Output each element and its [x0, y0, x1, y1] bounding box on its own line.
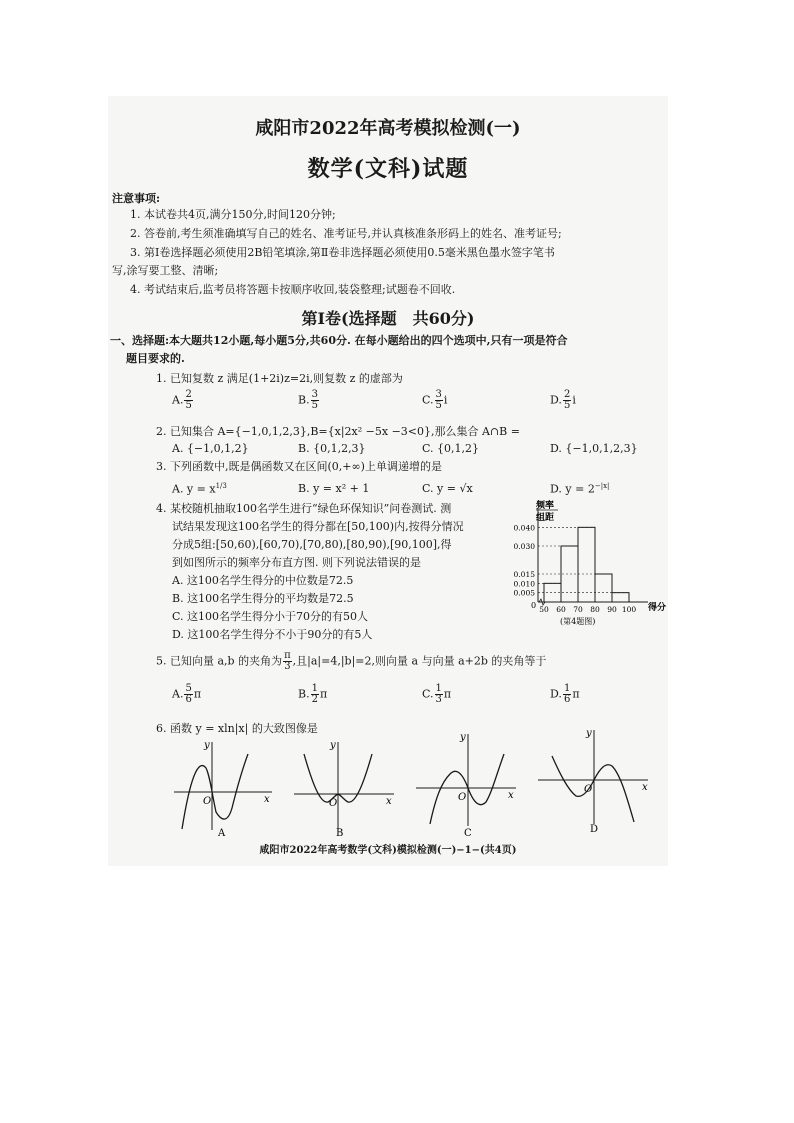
- q3-option-d: D. $y = 2^{-|x|}$: [550, 482, 610, 496]
- q4-option-b: B. 这100名学生得分的平均数是72.5: [172, 592, 354, 605]
- q5-option-d: D. $\frac{1}{6}$ π: [550, 683, 580, 705]
- q4-line-2: 试结果发现这100名学生的得分都在[50,100)内,按得分情况: [172, 520, 464, 533]
- q5-option-c: C. $\frac{1}{3}$ π: [422, 683, 452, 705]
- q6-graph-c: [412, 726, 522, 840]
- histogram-xtick-2: 70: [573, 605, 583, 614]
- q2-option-d: D. {−1,0,1,2,3}: [550, 442, 638, 455]
- q2-option-b: B. {0,1,2,3}: [298, 442, 366, 455]
- q2-option-a: A. {−1,0,1,2}: [172, 442, 249, 455]
- q6-graph-a: [168, 734, 278, 840]
- q1-option-a: A. $\frac{2}{5}$: [172, 389, 192, 411]
- q2-stem: 2. 已知集合 A={−1,0,1,2,3},B={x|2x² −5x −3<0},那么集合 A∩B =: [156, 425, 520, 438]
- histogram-xtick-5: 100: [621, 605, 637, 614]
- histogram-ylabel-top: 频率: [536, 501, 555, 511]
- q4-option-c: C. 这100名学生得分小于70分的有50人: [172, 610, 369, 623]
- q4-option-a: A. 这100名学生得分的中位数是72.5: [172, 574, 354, 587]
- histogram-bar-2: [578, 527, 595, 602]
- q5-stem: 5. 已知向量 a,b 的夹角为 $\frac{\pi}{3}$ ,且|a|=4,|b|=2,则向量 a 与向量 a+2b 的夹角等于: [156, 650, 547, 672]
- q3-stem: 3. 下列函数中,既是偶函数又在区间(0,+∞)上单调递增的是: [156, 460, 442, 473]
- graph-b-origin: O: [329, 798, 338, 809]
- histogram-xtick-3: 80: [590, 605, 600, 614]
- q1-stem: 1. 已知复数 z 满足(1+2i)z=2i,则复数 z 的虚部为: [156, 372, 403, 385]
- graph-b-label: B: [336, 828, 344, 839]
- histogram-xtick-0: 50: [539, 605, 549, 614]
- q4-line-4: 到如图所示的频率分布直方图. 则下列说法错误的是: [172, 556, 421, 569]
- q3-option-c: C. y = √x: [422, 482, 473, 495]
- notice-item-1: 1. 本试卷共4页,满分150分,时间120分钟;: [130, 208, 336, 221]
- histogram-ylabel-bottom: 组距: [536, 513, 555, 523]
- q4-line-1: 4. 某校随机抽取100名学生进行“绿色环保知识”问卷测试. 测: [156, 502, 452, 515]
- notice-item-2: 2. 答卷前,考生须准确填写自己的姓名、准考证号,并认真核准条形码上的姓名、准考证号;: [130, 227, 562, 240]
- q4-option-d: D. 这100名学生得分不小于90分的有5人: [172, 628, 373, 641]
- notice-heading: 注意事项:: [112, 192, 161, 205]
- q1-option-b: B. $\frac{3}{5}$: [298, 389, 318, 411]
- subject-title: 数学(文科)试题: [307, 156, 469, 182]
- q1-option-d: D. $\frac{2}{5}$ i: [550, 389, 576, 411]
- graph-d-x-label: x: [642, 782, 648, 793]
- histogram-ytick-0: 0.040: [513, 523, 535, 533]
- graph-c-origin: O: [458, 792, 467, 803]
- histogram-ytick-3: 0.010: [513, 579, 535, 589]
- notice-item-3-cont: 写,涂写要工整、清晰;: [112, 264, 219, 277]
- q2-option-c: C. {0,1,2}: [422, 442, 480, 455]
- q6-graph-d: [534, 724, 654, 836]
- graph-d-y-label: y: [586, 728, 592, 739]
- graph-c-y-label: y: [460, 732, 466, 743]
- exam-title: 咸阳市2022年高考模拟检测(一): [255, 118, 521, 139]
- notice-item-4: 4. 考试结束后,监考员将答题卡按顺序收回,装袋整理;试题卷不回收.: [130, 283, 456, 296]
- section1-line2: 题目要求的.: [126, 352, 185, 365]
- histogram-ytick-2: 0.015: [513, 570, 535, 579]
- histogram-xlabel: 得分: [648, 603, 667, 613]
- histogram-xtick-1: 60: [556, 605, 566, 614]
- graph-a-origin: O: [203, 796, 212, 807]
- q3-option-a: A. $y = x^{1/3}$: [172, 482, 227, 496]
- graph-c-x-label: x: [508, 790, 514, 801]
- histogram-xtick-4: 90: [607, 605, 617, 614]
- part1-title: 第Ⅰ卷(选择题 共60分): [301, 309, 475, 328]
- graph-c-label: C: [464, 828, 472, 839]
- histogram-origin-label: 0: [531, 601, 537, 610]
- q6-stem: 6. 函数 y = xln|x| 的大致图像是: [156, 722, 318, 735]
- q3-option-b: B. y = x² + 1: [298, 482, 370, 495]
- histogram-caption: (第4题图): [560, 617, 596, 626]
- histogram-bar-3: [595, 574, 612, 602]
- section1-line1: 一、选择题:本大题共12小题,每小题5分,共60分. 在每小题给出的四个选项中,只有一项是符合: [110, 334, 568, 347]
- histogram-ytick-4: 0.005: [513, 588, 535, 598]
- graph-a-x-label: x: [264, 794, 270, 805]
- graph-a-y-label: y: [204, 740, 210, 751]
- graph-b-y-label: y: [330, 740, 336, 751]
- graph-b-x-label: x: [386, 796, 392, 807]
- q6-graph-b: [290, 734, 400, 840]
- graph-d-label: D: [590, 824, 599, 835]
- q1-option-c: C. $\frac{3}{5}$ i: [422, 389, 448, 411]
- graph-a-label: A: [218, 828, 226, 839]
- exam-page: [108, 96, 668, 866]
- q5-option-b: B. $\frac{1}{2}$ π: [298, 683, 328, 705]
- q5-option-a: A. $\frac{5}{6}$ π: [172, 683, 202, 705]
- graph-d-origin: O: [584, 784, 593, 795]
- page-footer: 咸阳市2022年高考数学(文科)模拟检测(一)−1−(共4页): [259, 845, 517, 856]
- notice-item-3: 3. 第Ⅰ卷选择题必须使用2B铅笔填涂,第Ⅱ卷非选择题必须使用0.5毫米黑色墨水签字笔书: [130, 246, 555, 259]
- q4-line-3: 分成5组:[50,60),[60,70),[70,80),[80,90),[90,100],得: [172, 538, 452, 551]
- frequency-histogram: [500, 498, 668, 636]
- histogram-bar-4: [612, 593, 629, 602]
- histogram-ytick-1: 0.030: [513, 542, 535, 551]
